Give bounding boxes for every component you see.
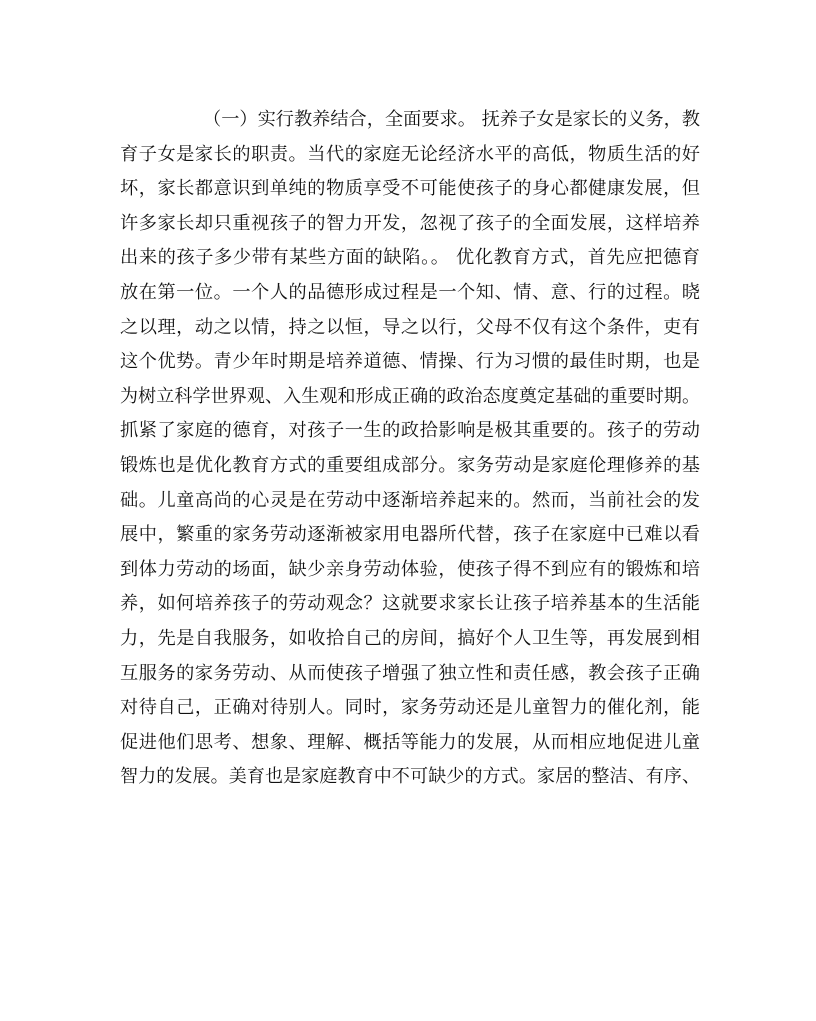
text-line-9: 为树立科学世界观、入生观和形成正确的政治态度奠定基础的重要时期。 <box>120 385 700 407</box>
body-text <box>120 103 700 795</box>
text-line-15: 养，如何培养孩子的劳动观念？这就要求家长让孩子培养基本的生活能 <box>120 593 700 615</box>
text-line-5: 出来的孩子多少带有某些方面的缺陷。。 优化教育方式，首先应把德育 <box>120 247 700 269</box>
text-line-19: 促进他们思考、想象、理解、概括等能力的发展，从而相应地促进儿童 <box>120 731 700 753</box>
text-line-2: 育子女是家长的职责。当代的家庭无论经济水平的高低，物质生活的好 <box>120 143 700 165</box>
text-line-10: 抓紧了家庭的德育，对孩子一生的政拾影响是极其重要的。孩子的劳动 <box>120 420 700 442</box>
text-line-6: 放在第一位。一个人的品德形成过程是一个知、情、意、行的过程。晓 <box>120 281 700 303</box>
text-line-18: 对待自己，正确对待别人。同时，家务劳动还是儿童智力的催化剂，能 <box>120 697 700 719</box>
text-line-8: 这个优势。青少年时期是培养道德、情操、行为习惯的最佳时期，也是 <box>120 351 700 373</box>
text-line-17: 互服务的家务劳动、从而使孩子增强了独立性和责任感，教会孩子正确 <box>120 662 700 684</box>
text-line-13: 展中，繁重的家务劳动逐渐被家用电器所代替，孩子在家庭中已难以看 <box>120 524 700 546</box>
text-line-12: 础。儿童高尚的心灵是在劳动中逐渐培养起来的。然而，当前社会的发 <box>120 489 700 511</box>
text-line-11: 锻炼也是优化教育方式的重要组成部分。家务劳动是家庭伦理修养的基 <box>120 454 700 476</box>
text-line-1: （一）实行教养结合，全面要求。 抚养子女是家长的义务，教 <box>203 109 700 130</box>
text-line-7: 之以理，动之以情，持之以恒，导之以行，父母不仅有这个条件，吏有 <box>120 316 700 338</box>
text-line-16: 力，先是自我服务，如收拾自己的房间，搞好个人卫生等，再发展到相 <box>120 627 700 649</box>
text-line-14: 到体力劳动的场面，缺少亲身劳动体验，使孩子得不到应有的锻炼和培 <box>120 558 700 580</box>
text-line-4: 许多家长却只重视孩子的智力开发，忽视了孩子的全面发展，这样培养 <box>120 212 700 234</box>
text-line-20: 智力的发展。美育也是家庭教育中不可缺少的方式。家居的整洁、有序、 <box>120 766 700 788</box>
text-line-3: 坏，家长都意识到单纯的物质享受不可能使孩子的身心都健康发展，但 <box>120 178 700 200</box>
